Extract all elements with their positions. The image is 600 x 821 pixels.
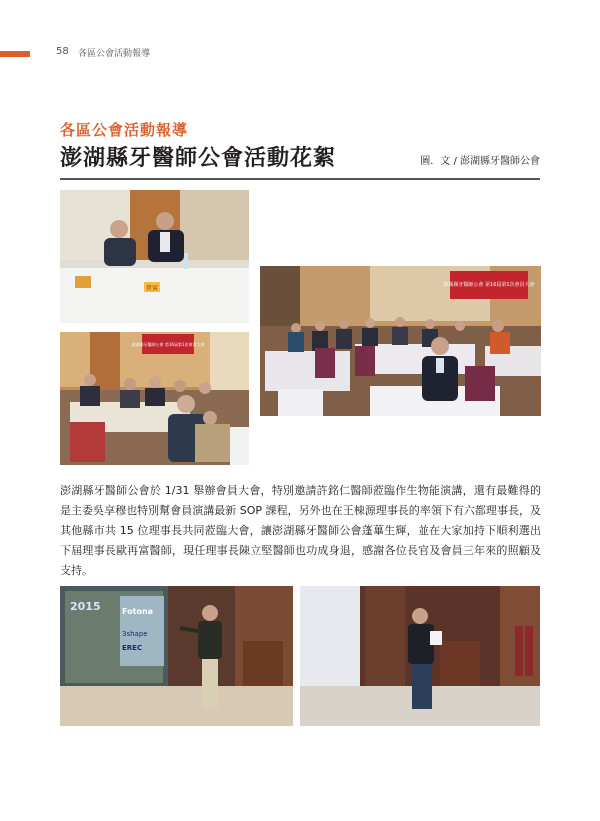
article-byline: 圖．文 / 澎湖縣牙醫師公會	[420, 156, 540, 167]
header-accent-bar	[0, 51, 30, 57]
screen-brand-2: 3shape	[122, 630, 148, 638]
article-body: 澎湖縣牙醫師公會於 1/31 舉辦會員大會，特別邀請許銘仁醫師蒞臨作生物能演講，還有最難得的是主委吳享穆也特別幫會員演講最新 SOP 課程，另外也在王棟源理事長的率領下有六都理事長，及其他縣市共 15 位理事長共同蒞臨大會，讓澎湖縣牙醫師公會蓬蓽生輝，並在大家加持下順利選出下屆理事長歐再富醫師，現任理事長陳立堅醫師也功成身退，感謝各位長官及會員三年來的照顧及支持。	[60, 484, 541, 577]
article-title: 澎湖縣牙醫師公會活動花絮	[60, 146, 337, 171]
article-kicker: 各區公會活動報導	[60, 121, 189, 139]
photo-meeting-audience-left	[60, 332, 249, 465]
title-rule	[60, 178, 540, 180]
screen-brand-1: Fotona	[122, 607, 154, 616]
screen-year: 2015	[70, 600, 101, 613]
photo-head-table	[60, 190, 249, 323]
banner-text-ballroom: 澎湖縣牙醫師公會 第16屆第1次會員大會	[443, 282, 535, 288]
photo-speaker-presentation	[60, 586, 293, 726]
photo-ballroom-meeting	[260, 266, 541, 416]
photo-speaker-podium	[300, 586, 540, 726]
page-number: 58	[56, 46, 69, 57]
banner-text: 澎湖縣牙醫師公會 第16屆第1次會員大會	[131, 342, 205, 347]
nameplate-label: 貴賓	[145, 285, 159, 292]
running-header-section: 各區公會活動報導	[78, 49, 151, 59]
screen-brand-3: EREC	[122, 644, 143, 652]
